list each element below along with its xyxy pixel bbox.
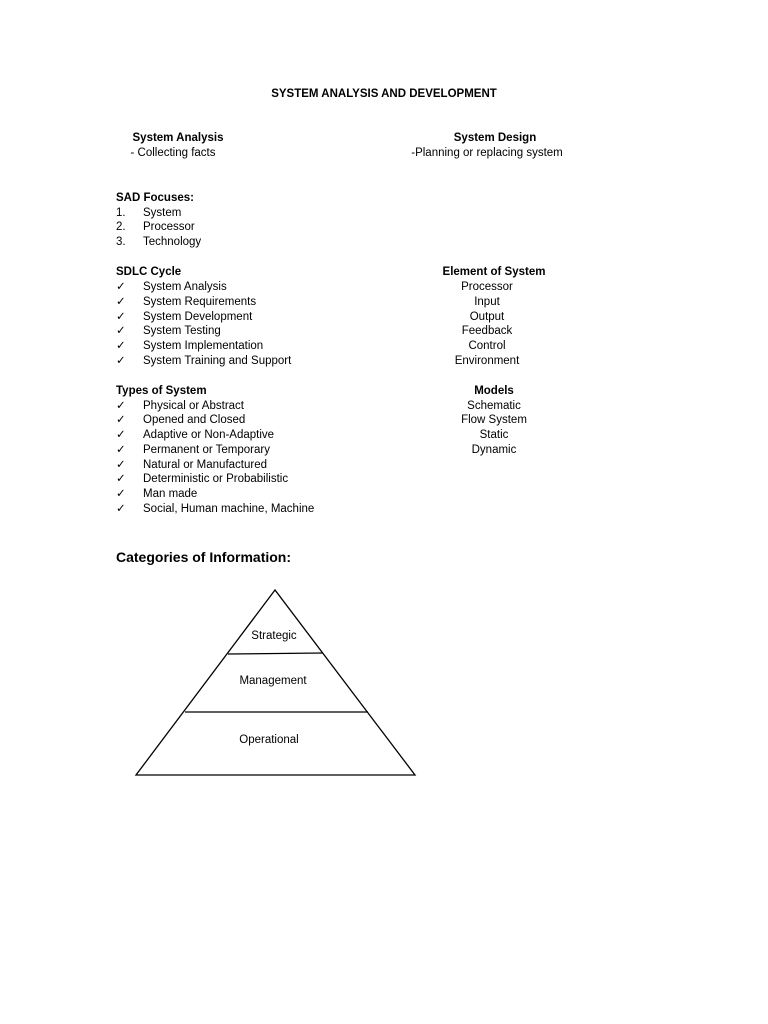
sdlc-heading: SDLC Cycle — [116, 266, 182, 278]
list-item: Flow System — [461, 414, 527, 427]
list-item-label: System Implementation — [143, 340, 264, 353]
list-item — [116, 443, 396, 458]
list-item-label: System Training and Support — [143, 354, 292, 367]
models-list — [434, 399, 554, 458]
list-item — [116, 399, 396, 414]
list-item — [116, 206, 316, 221]
list-item-label: Natural or Manufactured — [143, 458, 268, 471]
element-of-system-list — [427, 280, 547, 369]
list-item — [116, 502, 396, 517]
sad-focuses-heading: SAD Focuses: — [116, 192, 194, 204]
list-item-label: System — [143, 206, 182, 219]
list-item — [116, 235, 316, 250]
document-title: SYSTEM ANALYSIS AND DEVELOPMENT — [271, 88, 497, 100]
list-item-label: Technology — [143, 236, 202, 249]
list-item: Schematic — [467, 399, 521, 412]
system-analysis-text: - Collecting facts — [130, 147, 216, 159]
list-item-label: Opened and Closed — [143, 414, 246, 427]
list-number: 1. — [116, 206, 126, 219]
list-item-label: Physical or Abstract — [143, 399, 244, 412]
pyramid-divider-upper — [228, 653, 323, 654]
list-item — [116, 487, 396, 502]
list-item: Static — [479, 429, 509, 442]
categories-heading: Categories of Information: — [116, 549, 292, 565]
list-item-label: Deterministic or Probabilistic — [143, 473, 289, 486]
list-item-label: Man made — [143, 488, 198, 501]
list-item: Input — [474, 295, 500, 308]
system-design-heading: System Design — [453, 132, 537, 144]
list-item-label: Social, Human machine, Machine — [143, 503, 315, 516]
types-of-system-heading: Types of System — [116, 385, 207, 397]
list-item — [116, 324, 376, 339]
checkmark-icon: ✓ — [116, 503, 126, 516]
list-item-label: System Requirements — [143, 295, 257, 308]
pyramid-outline — [136, 590, 415, 775]
list-number: 2. — [116, 221, 126, 234]
checkmark-icon: ✓ — [116, 281, 126, 293]
checkmark-icon: ✓ — [116, 399, 126, 412]
checkmark-icon: ✓ — [116, 310, 126, 323]
checkmark-icon: ✓ — [116, 429, 126, 442]
system-analysis-heading: System Analysis — [132, 132, 224, 144]
list-item — [116, 354, 376, 369]
tier-management: Management — [239, 675, 307, 687]
system-design-text: -Planning or replacing system — [411, 147, 563, 159]
list-item: Output — [469, 310, 505, 323]
list-item: Processor — [461, 281, 513, 293]
checkmark-icon: ✓ — [116, 458, 126, 471]
list-item — [116, 280, 376, 295]
sdlc-list — [116, 280, 376, 369]
list-item — [116, 428, 396, 443]
checkmark-icon: ✓ — [116, 443, 126, 456]
tier-strategic: Strategic — [251, 630, 297, 642]
list-item — [116, 472, 396, 487]
list-item: Control — [468, 340, 506, 353]
list-item — [116, 295, 376, 310]
list-item — [116, 220, 316, 235]
list-item-label: Permanent or Temporary — [143, 443, 270, 456]
tier-operational: Operational — [239, 734, 299, 746]
list-item: Environment — [454, 354, 520, 367]
checkmark-icon: ✓ — [116, 354, 126, 367]
list-item: Feedback — [461, 325, 513, 338]
element-of-system-heading: Element of System — [442, 266, 546, 278]
checkmark-icon: ✓ — [116, 473, 126, 486]
list-number: 3. — [116, 236, 126, 249]
sad-focuses-list — [116, 206, 316, 250]
list-item — [116, 339, 376, 354]
types-of-system-list — [116, 399, 396, 517]
checkmark-icon: ✓ — [116, 325, 126, 338]
list-item-label: System Development — [143, 310, 253, 323]
models-heading: Models — [474, 385, 514, 397]
list-item-label: System Analysis — [143, 281, 227, 293]
list-item-label: Processor — [143, 221, 195, 234]
list-item — [116, 310, 376, 325]
list-item: Dynamic — [471, 443, 517, 456]
checkmark-icon: ✓ — [116, 340, 126, 353]
list-item — [116, 458, 396, 473]
list-item-label: System Testing — [143, 325, 221, 338]
list-item — [116, 413, 396, 428]
list-item-label: Adaptive or Non-Adaptive — [143, 429, 275, 442]
checkmark-icon: ✓ — [116, 295, 126, 308]
checkmark-icon: ✓ — [116, 414, 126, 427]
checkmark-icon: ✓ — [116, 488, 126, 501]
